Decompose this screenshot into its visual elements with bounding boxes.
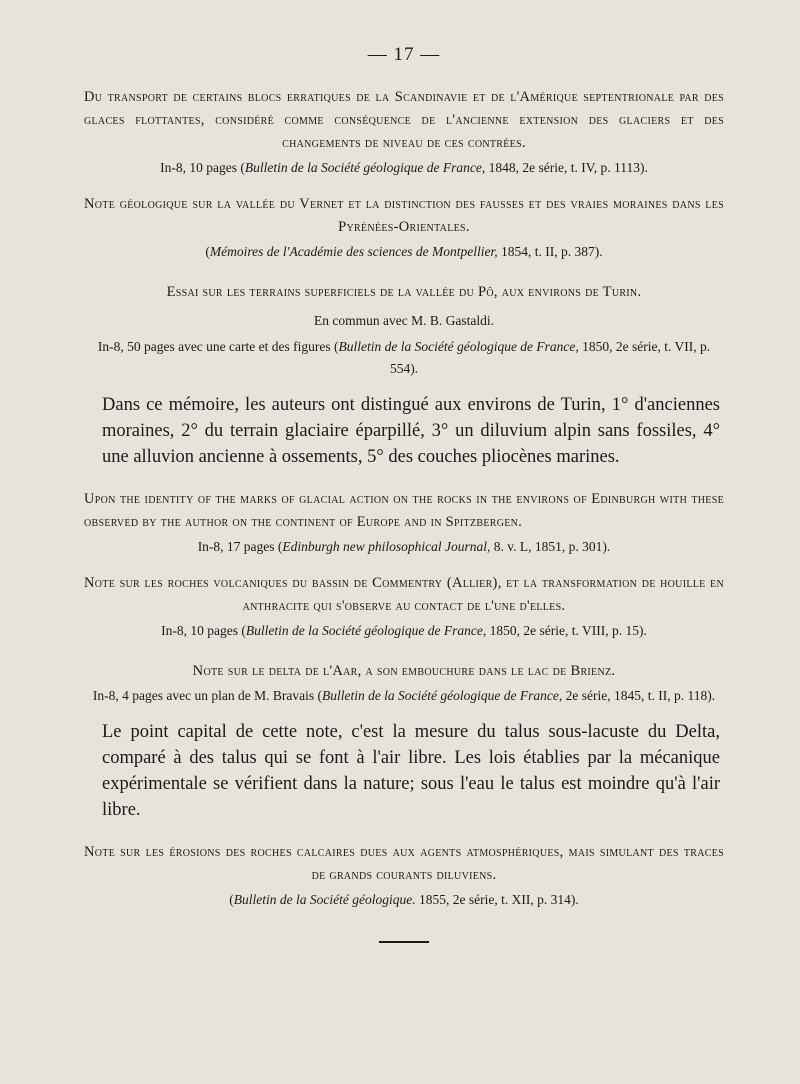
- entry-title: Note sur les roches volcaniques du bassin de Commentry (Allier), et la transformation de houille en anthracite qui s'observe au contact de l'une d'elles.: [84, 575, 724, 614]
- entry-reference: (Bulletin de la Société géologique. 1855, 2e série, t. XII, p. 314).: [229, 892, 579, 907]
- entry-reference: In-8, 50 pages avec une carte et des figures (Bulletin de la Société géologique de France, 1850, 2e série, t. VII, p. 554).: [97, 339, 711, 376]
- bibliography-entry: [84, 193, 724, 263]
- entry-title: Essai sur les terrains superficiels de la vallée du Pô, aux environs de Turin.: [166, 284, 642, 300]
- entry-title: Upon the identity of the marks of glacial action on the rocks in the environs of Edinburgh with these observed by the author on the continent of Europe and in Spitzbergen.: [84, 491, 724, 530]
- end-rule: [379, 941, 429, 943]
- entry-reference: In-8, 10 pages (Bulletin de la Société géologique de France, 1848, 2e série, t. IV, p. 1113).: [160, 160, 648, 175]
- entry-title: Du transport de certains blocs erratiques de la Scandinavie et de l'Amérique septentrionale par des glaces flottantes, considéré comme conséquence de l'ancienne extension des glaciers et des changements de niveau de ces contrées.: [84, 89, 724, 151]
- bibliography-entry: [84, 841, 724, 911]
- entry-reference: In-8, 17 pages (Edinburgh new philosophical Journal, 8. v. L, 1851, p. 301).: [197, 539, 611, 554]
- entry-reference: (Mémoires de l'Académie des sciences de Montpellier, 1854, t. II, p. 387).: [205, 244, 603, 259]
- entry-reference: In-8, 4 pages avec un plan de M. Bravais (Bulletin de la Société géologique de France, 2e série, 1845, t. II, p. 118).: [92, 688, 716, 703]
- entry-title: Note sur les érosions des roches calcaires dues aux agents atmosphériques, mais simulant des traces de grands courants diluviens.: [84, 844, 724, 883]
- bibliography-entry: [84, 488, 724, 558]
- entry-reference: In-8, 10 pages (Bulletin de la Société géologique de France, 1850, 2e série, t. VIII, p. 15).: [161, 623, 647, 638]
- entry-title: Note sur le delta de l'Aar, a son embouchure dans le lac de Brienz.: [192, 663, 616, 679]
- page-number: — 17 —: [367, 44, 441, 65]
- entry-coauthor: En commun avec M. B. Gastaldi.: [314, 313, 494, 328]
- bibliography-entry: [84, 660, 724, 823]
- bibliography-entry: [84, 572, 724, 642]
- bibliography-entry: [84, 86, 724, 179]
- entry-title: Note géologique sur la vallée du Vernet et la distinction des fausses et des vraies moraines dans les Pyrénées-Orientales.: [84, 196, 724, 235]
- entry-summary: Le point capital de cette note, c'est la mesure du talus sous-lacuste du Delta, comparé à des talus qui se font à l'air libre. Les lois établies par la mécanique expérimentale se vérifient dans la nature; sous l'eau le talus est moindre qu'à l'air libre.: [102, 722, 720, 820]
- entry-summary: Dans ce mémoire, les auteurs ont distingué aux environs de Turin, 1° d'anciennes moraines, 2° du terrain glaciaire éparpillé, 3° un diluvium alpin sans fossiles, 4° une alluvion ancienne à ossements, 5° des couches pliocènes marines.: [102, 395, 720, 467]
- bibliography-entry: [84, 281, 724, 470]
